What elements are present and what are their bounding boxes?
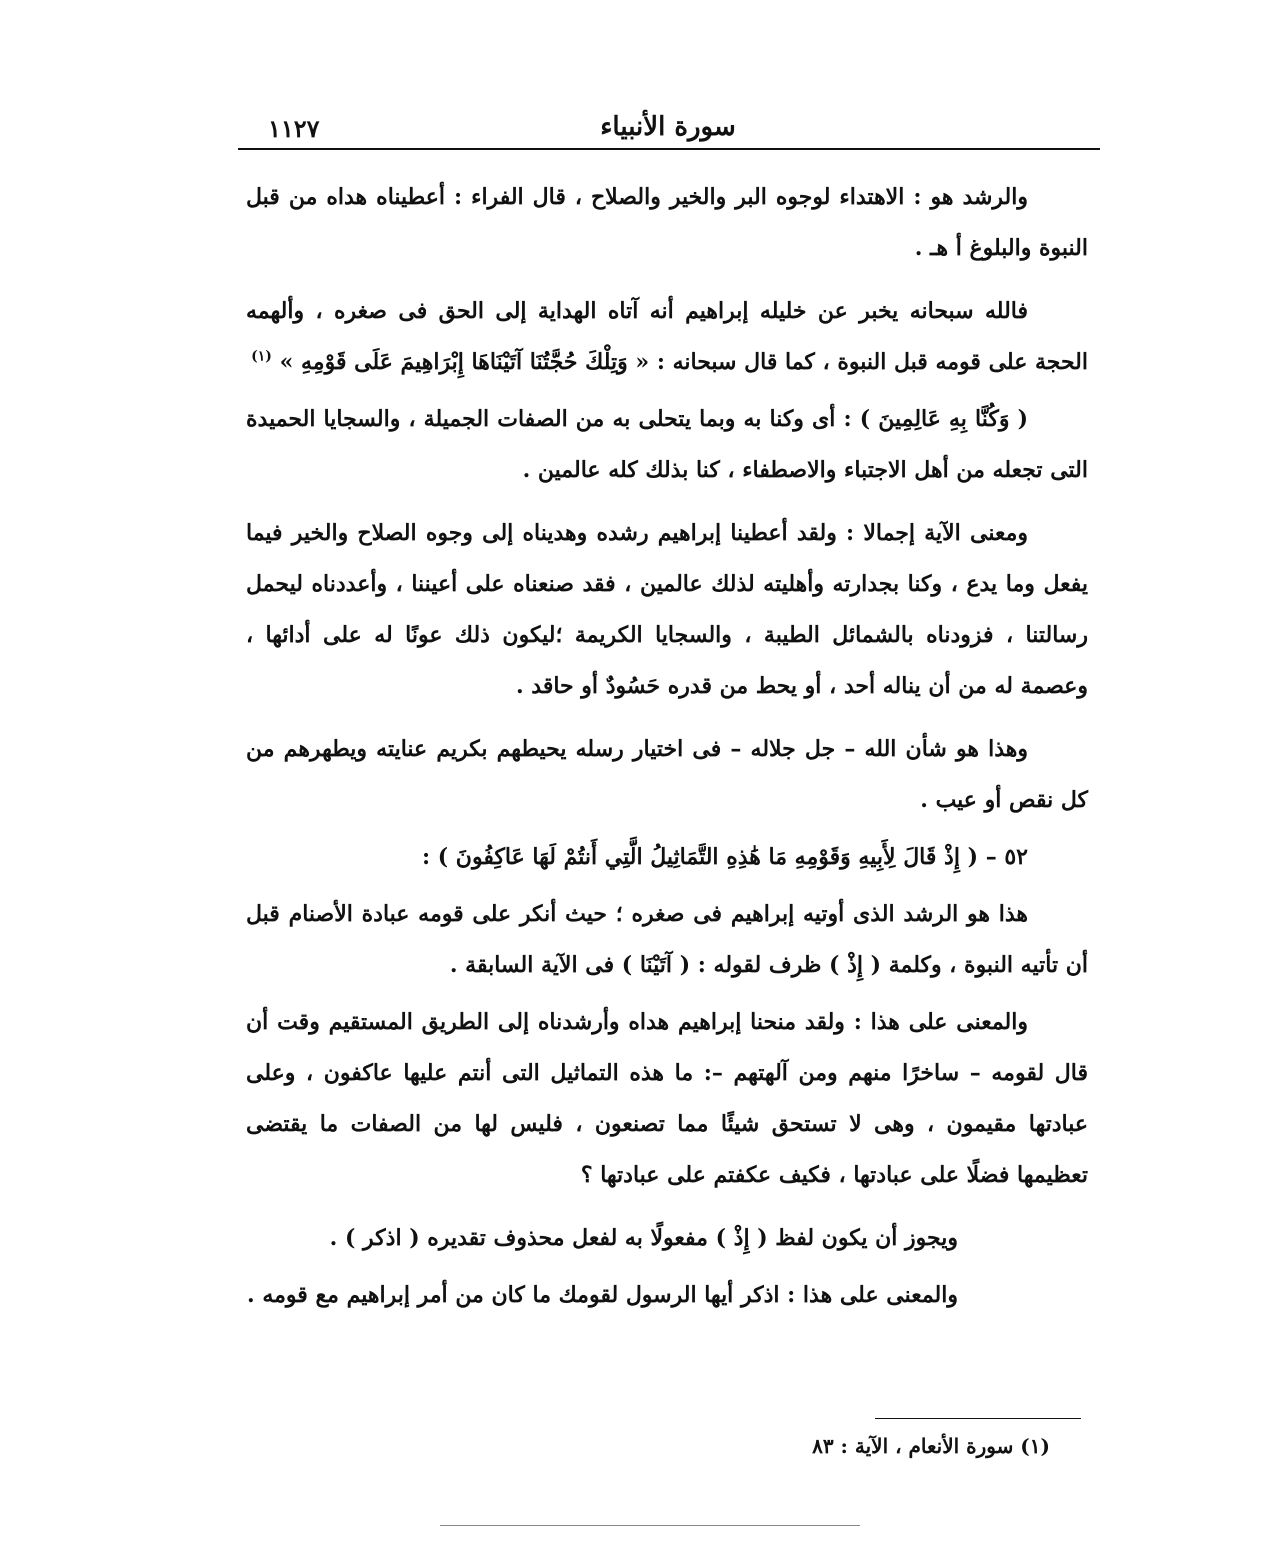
paragraph-with-footnote <box>246 286 1088 388</box>
paragraph-text: فالله سبحانه يخبر عن خليله إبراهيم أنه آتاه الهداية إلى الحق فى صغره ، وألهمه الحجة على قومه قبل النبوة ، كما قال سبحانه : « وَتِلْكَ حُجَّتُنَا آتَيْنَاهَا إِبْرَاهِيمَ عَلَى قَوْمِهِ » <box>246 298 1088 375</box>
footnote: (١) سورة الأنعام ، الآية : ٨٣ <box>812 1434 1050 1458</box>
header-divider <box>238 148 1100 150</box>
paragraph: ( وَكُنَّا بِهِ عَالِمِينَ ) : أى وكنا به وبما يتحلى به من الصفات الجميلة ، والسجايا الحميدة التى تجعله من أهل الاجتباء والاصطفاء ، كنا بذلك كله عالمين . <box>246 406 1088 483</box>
surah-title: سورة الأنبياء <box>600 112 736 142</box>
paragraph: ويجوز أن يكون لفظ ( إِذْ ) مفعولًا به لفعل محذوف تقديره ( اذكر ) . <box>329 1225 958 1251</box>
verse-heading: ٥٢ – ( إِذْ قَالَ لِأَبِيهِ وَقَوْمِهِ مَا هَٰذِهِ التَّمَاثِيلُ الَّتِي أَنتُمْ لَهَا عَاكِفُونَ ) : <box>421 844 1028 870</box>
page-body <box>246 172 1088 1333</box>
bottom-edge-line <box>440 1525 860 1526</box>
paragraph: ومعنى الآية إجمالا : ولقد أعطينا إبراهيم رشده وهديناه إلى وجوه الصلاح والخير فيما يفعل وما يدع ، وكنا بجدارته وأهليته لذلك عالمين ، فقد صنعناه على أعيننا ، وأعددناه ليحمل رسالتنا ، فزودناه بالشمائل الطيبة ، والسجايا الكريمة ؛ليكون ذلك عونًا له على أدائها ، وعصمة له من أن يناله أحد ، أو يحط من قدره حَسُودٌ أو حاقد . <box>246 520 1088 699</box>
paragraph: والمعنى على هذا : اذكر أيها الرسول لقومك ما كان من أمر إبراهيم مع قومه . <box>247 1282 958 1308</box>
paragraph: والرشد هو : الاهتداء لوجوه البر والخير والصلاح ، قال الفراء : أعطيناه هداه من قبل النبوة والبلوغ أ هـ . <box>246 184 1088 261</box>
page-header <box>238 108 1098 148</box>
footnote-divider <box>875 1418 1081 1419</box>
page-number: ١١٢٧ <box>268 114 320 143</box>
footnote-marker: (١) <box>251 348 272 365</box>
paragraph: والمعنى على هذا : ولقد منحنا إبراهيم هداه وأرشدناه إلى الطريق المستقيم وقت أن قال لقومه – ساخرًا منهم ومن آلهتهم –: ما هذه التماثيل التى أنتم عليها عاكفون ، وعلى عبادتها مقيمون ، وهى لا تستحق شيئًا مما تصنعون ، فليس لها من الصفات ما يقتضى تعظيمها فضلًا على عبادتها ، فكيف عكفتم على عبادتها ؟ <box>246 1009 1088 1188</box>
paragraph: هذا هو الرشد الذى أوتيه إبراهيم فى صغره ؛ حيث أنكر على قومه عبادة الأصنام قبل أن تأتيه النبوة ، وكلمة ( إِذْ ) ظرف لقوله : ( آتَيْنَا ) فى الآية السابقة . <box>246 901 1088 978</box>
paragraph: وهذا هو شأن الله – جل جلاله – فى اختيار رسله يحيطهم بكريم عنايته ويطهرهم من كل نقص أو عيب . <box>246 736 1088 813</box>
